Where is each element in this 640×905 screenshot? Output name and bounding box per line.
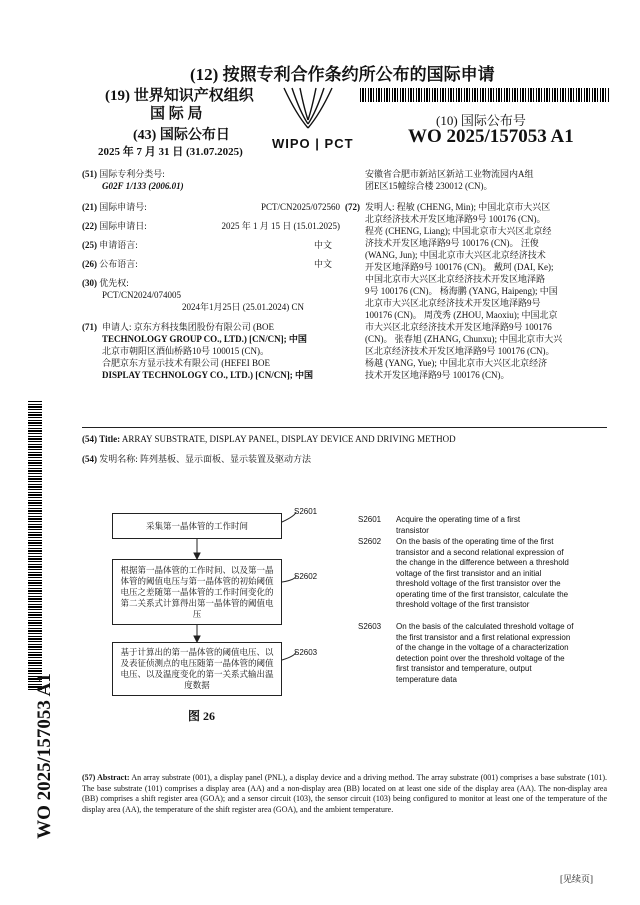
title-cn bbox=[82, 453, 607, 465]
field-71-num: (71) bbox=[82, 322, 97, 332]
inventor-line: 杨越 (YANG, Yue); 中国北京市大兴区北京经济 bbox=[365, 358, 548, 368]
field-22-num: (22) bbox=[82, 221, 97, 231]
field-51 bbox=[82, 168, 340, 192]
inventor-line: 开发区地泽路9号 100176 (CN)。 戴珂 (DAI, Ke); bbox=[365, 262, 554, 272]
org-bureau: 国 际 局 bbox=[150, 106, 203, 122]
field-51-label: 国际专利分类号: bbox=[99, 169, 165, 179]
inventor-line: 程亮 (CHENG, Liang); 中国北京市大兴区北京经 bbox=[365, 226, 552, 236]
flow-box-s2601-text: 采集第一晶体管的工作时间 bbox=[145, 520, 248, 531]
field-22 bbox=[82, 220, 340, 232]
wipo-emblem bbox=[278, 84, 338, 132]
inventor-line: 北京经济技术开发区地泽路9号 100176 (CN)。 bbox=[365, 214, 546, 224]
legend-item bbox=[358, 537, 608, 611]
field-30-date: 2024年1月25日 (25.01.2024) CN bbox=[182, 302, 304, 312]
abstract-text: An array substrate (001), a display panel (PNL), a display device and a driving method. The array substrate (001) comprises a base substrate (101). The base substrate (101) comprises a display area (AA) and a non-display area (BB) located on at least one side of the display area (AA). The non-display area (BB) comprises a shift register area (GOA); and a sensor circuit (103), the sensor circuit (103) being configured to monitor at least one of the temperature of the display area (AA), the temperature of the shift register area (GOA), and the ambient temperature. bbox=[82, 773, 607, 814]
field-26-value: 中文 bbox=[313, 259, 332, 269]
legend-step: S2603 bbox=[358, 622, 382, 631]
continued-note: [见续页] bbox=[560, 874, 593, 884]
field-22-value: 2025 年 1 月 15 日 (15.01.2025) bbox=[221, 221, 340, 231]
legend-step: S2601 bbox=[358, 515, 382, 524]
field-30-num: (30) bbox=[82, 278, 97, 288]
flow-label-s2603: S2603 bbox=[294, 648, 318, 657]
field-25-value: 中文 bbox=[313, 240, 332, 250]
title-en-value: ARRAY SUBSTRATE, DISPLAY PANEL, DISPLAY DEVICE AND DRIVING METHOD bbox=[121, 434, 456, 444]
inventor-line: 济技术开发区地泽路9号 100176 (CN)。 汪俊 bbox=[365, 238, 539, 248]
field-26 bbox=[82, 258, 340, 270]
pub-no-label: (10) 国际公布号 bbox=[436, 113, 526, 128]
field-25-label: 申请语言: bbox=[99, 240, 138, 250]
field-72-num: (72) bbox=[345, 202, 360, 212]
field-72-inventors bbox=[345, 201, 607, 381]
barcode-top bbox=[360, 88, 610, 102]
title-cn-value: 发明名称: 阵列基板、显示面板、显示装置及驱动方法 bbox=[99, 454, 312, 464]
applicant-line: 北京市朝阳区酒仙桥路10号 100015 (CN)。 bbox=[102, 346, 269, 356]
abstract-label: (57) Abstract: bbox=[82, 773, 130, 782]
field-30-label: 优先权: bbox=[99, 278, 129, 288]
legend-item bbox=[358, 515, 608, 536]
abstract bbox=[82, 773, 607, 815]
field-51-value: G02F 1/133 (2006.01) bbox=[102, 181, 184, 191]
pub-date-value: 2025 年 7 月 31 日 (31.07.2025) bbox=[98, 146, 243, 158]
field-25-num: (25) bbox=[82, 240, 97, 250]
field-21-label: 国际申请号: bbox=[99, 202, 147, 212]
flow-label-s2602: S2602 bbox=[294, 572, 318, 581]
org-name: (19) 世界知识产权组织 bbox=[105, 88, 254, 104]
pub-no-value: WO 2025/157053 A1 bbox=[408, 126, 574, 147]
field-21 bbox=[82, 201, 340, 213]
flow-label-s2601: S2601 bbox=[294, 507, 318, 516]
field-71 bbox=[82, 321, 340, 381]
legend-text: On the basis of the calculated threshold voltage of the first transistor and a first relational expression of the change in the voltage of a characterization detection point over the threshold voltage of the first transistor and temperature, output temperature data bbox=[396, 622, 574, 684]
address-line: 团E区15幢综合楼 230012 (CN)。 bbox=[365, 181, 493, 191]
field-26-num: (26) bbox=[82, 259, 97, 269]
flow-box-s2603-text: 基于计算出的第一晶体管的阈值电压、以及表征侦测点的电压随第一晶体管的阈值电压、以及温度变化的第一关系式输出温度数据 bbox=[120, 647, 274, 690]
flow-box-s2602-text: 根据第一晶体管的工作时间、以及第一晶体管的阈值电压与第一晶体管的初始阈值电压之差随第一晶体管的工作时间变化的第二关系式计算得出第一晶体管的阈值电压 bbox=[120, 564, 274, 619]
applicant-address-continued bbox=[365, 168, 605, 192]
flowchart-connectors bbox=[100, 500, 340, 710]
field-25 bbox=[82, 239, 340, 251]
legend-text: Acquire the operating time of a first transistor bbox=[396, 515, 521, 535]
inventor-line: 技术开发区地泽路9号 100176 (CN)。 bbox=[365, 370, 510, 380]
address-line: 安徽省合肥市新站区新站工业物流园内A组 bbox=[365, 169, 534, 179]
applicant-line: 合肥京东方显示技术有限公司 (HEFEI BOE bbox=[102, 358, 270, 368]
title-cn-num: (54) bbox=[82, 454, 97, 464]
legend-step: S2602 bbox=[358, 537, 382, 546]
inventor-line: (CN)。 张春旭 (ZHANG, Chunxu); 中国北京市大兴 bbox=[365, 334, 563, 344]
field-51-num: (51) bbox=[82, 169, 97, 179]
field-22-label: 国际申请日: bbox=[99, 221, 147, 231]
field-21-num: (21) bbox=[82, 202, 97, 212]
legend-item bbox=[358, 622, 608, 685]
applicant-line: DISPLAY TECHNOLOGY CO., LTD.) [CN/CN]; 中国 bbox=[102, 370, 314, 380]
inventor-line: 中国北京市大兴区北京经济技术开发区地泽路 bbox=[365, 274, 546, 284]
inventor-line: 发明人: 程敏 (CHENG, Min); 中国北京市大兴区 bbox=[365, 202, 551, 212]
applicant-line: TECHNOLOGY GROUP CO., LTD.) [CN/CN]; 中国 bbox=[102, 334, 307, 344]
field-30-number: PCT/CN2024/074005 bbox=[102, 290, 182, 300]
legend-text: On the basis of the operating time of the first transistor and a second relational expression of the change in the difference between a threshold voltage of the first transistor and an initial threshold voltage of the first transistor over the operating time of the first transistor, calculate the threshold voltage of the first transistor bbox=[396, 537, 569, 609]
field-21-value: PCT/CN2025/072560 bbox=[260, 202, 340, 212]
field-26-label: 公布语言: bbox=[99, 259, 138, 269]
inventor-line: 市大兴区北京经济技术开发区地泽路9号 100176 bbox=[365, 322, 552, 332]
inventor-line: 100176 (CN)。 周茂秀 (ZHOU, Maoxiu); 中国北京 bbox=[365, 310, 558, 320]
applicant-line: 申请人: 京东方科技集团股份有限公司 (BOE bbox=[102, 322, 274, 332]
side-pub-number: WO 2025/157053 A1 bbox=[34, 673, 55, 839]
pub-date-label: (43) 国际公布日 bbox=[133, 128, 230, 143]
barcode-side bbox=[28, 400, 42, 690]
field-30 bbox=[82, 277, 340, 313]
doc-title: (12) 按照专利合作条约所公布的国际申请 bbox=[190, 65, 495, 84]
inventor-line: (WANG, Jun); 中国北京市大兴区北京经济技术 bbox=[365, 250, 546, 260]
figure-caption: 图 26 bbox=[188, 709, 216, 723]
inventor-line: 9号 100176 (CN)。 杨海鹏 (YANG, Haipeng); 中国 bbox=[365, 286, 558, 296]
title-divider bbox=[82, 427, 607, 428]
inventor-line: 区北京经济技术开发区地泽路9号 100176 (CN)。 bbox=[365, 346, 555, 356]
title-en-label: Title: bbox=[99, 434, 121, 444]
title-en-num: (54) bbox=[82, 434, 97, 444]
title-en bbox=[82, 433, 607, 445]
wipo-pct-logo-text: WIPO | PCT bbox=[272, 136, 354, 151]
inventor-line: 北京市大兴区北京经济技术开发区地泽路9号 bbox=[365, 298, 541, 308]
